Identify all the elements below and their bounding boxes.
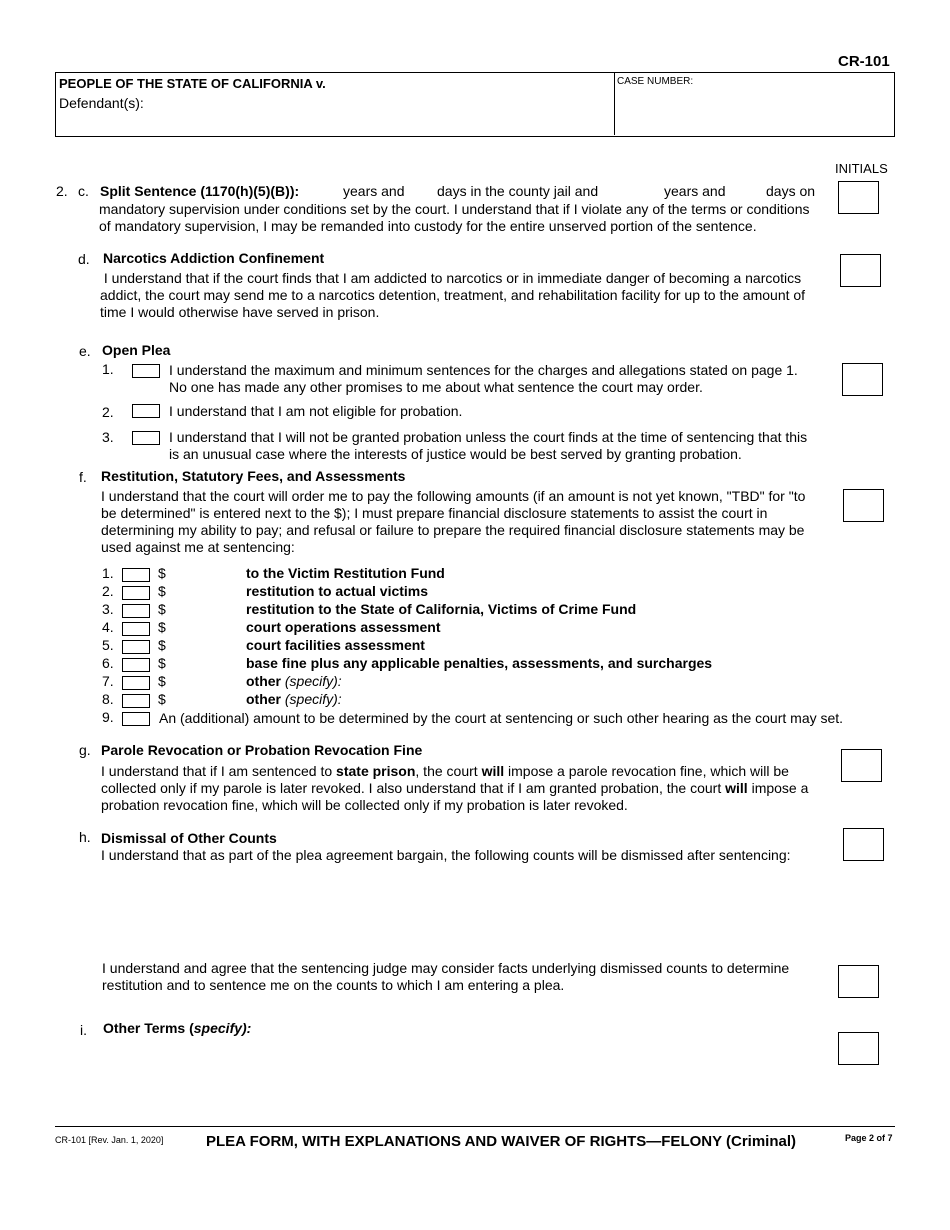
item-g-letter: g. xyxy=(79,742,91,758)
case-caption: PEOPLE OF THE STATE OF CALIFORNIA v. xyxy=(59,76,326,91)
restitution-row-number: 8. xyxy=(102,691,114,707)
item-c-line-2: mandatory supervision under conditions set by the court. I understand that if I violate any of the terms or conditions xyxy=(99,201,810,217)
item-h-letter: h. xyxy=(79,829,91,845)
case-number-label: CASE NUMBER: xyxy=(617,76,694,87)
item-c-line-3: of mandatory supervision, I may be remanded into custody for the entire unserved portion of the sentence. xyxy=(99,218,757,234)
restitution-row-number: 3. xyxy=(102,601,114,617)
text-run: , the court xyxy=(415,763,482,779)
restitution-row-number: 6. xyxy=(102,655,114,671)
footer-page-number: Page 2 of 7 xyxy=(845,1133,893,1143)
item-g-line-3: probation revocation fine, which will be collected only if my probation is later revoked. xyxy=(101,797,628,813)
text-run: Other Terms ( xyxy=(103,1020,194,1036)
initials-box-h[interactable] xyxy=(843,828,884,861)
section-number: 2. xyxy=(56,183,68,199)
item-c-days-2: days on xyxy=(766,183,816,199)
item-c-years-1: years and xyxy=(343,183,405,199)
item-f-letter: f. xyxy=(79,469,87,485)
restitution-row-checkbox[interactable] xyxy=(122,568,150,582)
item-e-3-line-2: is an unusual case where the interests of justice would be best served by granting probation. xyxy=(169,446,742,462)
item-h-title: Dismissal of Other Counts xyxy=(101,830,277,846)
item-e-3-number: 3. xyxy=(102,429,114,445)
restitution-row-number: 7. xyxy=(102,673,114,689)
restitution-row-checkbox[interactable] xyxy=(122,604,150,618)
restitution-row-label: restitution to the State of California, Victims of Crime Fund xyxy=(246,601,637,617)
restitution-row-label: base fine plus any applicable penalties, assessments, and surcharges xyxy=(246,655,713,671)
footer-revision: CR-101 [Rev. Jan. 1, 2020] xyxy=(55,1135,164,1145)
item-c-letter: c. xyxy=(78,183,89,199)
footer-title: PLEA FORM, WITH EXPLANATIONS AND WAIVER OF RIGHTS—FELONY (Criminal) xyxy=(206,1133,797,1150)
restitution-row-label: court facilities assessment xyxy=(246,637,425,653)
item-c-title: Split Sentence (1170(h)(5)(B)): xyxy=(100,183,300,199)
item-h-line-1: I understand that as part of the plea agreement bargain, the following counts will be dismissed after sentencing: xyxy=(101,847,791,863)
item-e-title: Open Plea xyxy=(102,342,171,358)
other-label: other xyxy=(246,673,281,689)
dollar-sign: $ xyxy=(158,637,166,653)
item-f-title: Restitution, Statutory Fees, and Assessments xyxy=(101,468,406,484)
item-g-title: Parole Revocation or Probation Revocation Fine xyxy=(101,742,423,758)
dollar-sign: $ xyxy=(158,673,166,689)
defendant-label: Defendant(s): xyxy=(59,95,144,111)
caption-divider xyxy=(614,73,615,135)
restitution-row-number: 1. xyxy=(102,565,114,581)
item-f-line-2: be determined" is entered next to the $); I must prepare financial disclosure statements to assist the court in xyxy=(101,505,768,521)
restitution-row-label: restitution to actual victims xyxy=(246,583,429,599)
dollar-sign: $ xyxy=(158,691,166,707)
item-e-2-checkbox[interactable] xyxy=(132,404,160,418)
restitution-row-number: 9. xyxy=(102,709,114,725)
restitution-row-label xyxy=(246,673,342,689)
item-e-3-line-1: I understand that I will not be granted probation unless the court finds at the time of sentencing that this xyxy=(169,429,808,445)
initials-box-d[interactable] xyxy=(840,254,881,287)
text-run: I understand that if I am sentenced to xyxy=(101,763,337,779)
item-g-line-1 xyxy=(101,763,789,780)
initials-label: INITIALS xyxy=(835,161,888,176)
item-f-line-1: I understand that the court will order me to pay the following amounts (if an amount is not yet known, "TBD" for "to xyxy=(101,488,806,504)
initials-box-g[interactable] xyxy=(841,749,882,782)
specify-label: (specify): xyxy=(284,691,342,707)
restitution-row-label xyxy=(246,691,342,707)
restitution-row-label: court operations assessment xyxy=(246,619,441,635)
item-h-agree-line-2: restitution and to sentence me on the counts to which I am entering a plea. xyxy=(102,977,565,993)
restitution-row-number: 4. xyxy=(102,619,114,635)
initials-box-i[interactable] xyxy=(838,1032,879,1065)
item-f-line-4: used against me at sentencing: xyxy=(101,539,295,555)
item-d-line-3: time I would otherwise have served in prison. xyxy=(100,304,380,320)
dollar-sign: $ xyxy=(158,565,166,581)
restitution-row-checkbox[interactable] xyxy=(122,586,150,600)
restitution-row-checkbox[interactable] xyxy=(122,622,150,636)
other-label: other xyxy=(246,691,281,707)
item-e-2-number: 2. xyxy=(102,404,114,420)
item-d-line-1: I understand that if the court finds that I am addicted to narcotics or in immediate danger of becoming a narcotics xyxy=(100,270,802,286)
initials-box-e[interactable] xyxy=(842,363,883,396)
item-c-years-2: years and xyxy=(664,183,726,199)
form-id: CR-101 xyxy=(838,53,890,70)
restitution-row-number: 5. xyxy=(102,637,114,653)
will-emphasis: will xyxy=(725,780,748,796)
item-h-agree-line-1: I understand and agree that the sentencing judge may consider facts underlying dismissed counts to determine xyxy=(102,960,790,976)
restitution-row-checkbox[interactable] xyxy=(122,712,150,726)
initials-box-f[interactable] xyxy=(843,489,884,522)
initials-box-h-agree[interactable] xyxy=(838,965,879,998)
restitution-row-label: to the Victim Restitution Fund xyxy=(246,565,445,581)
text-run: collected only if my parole is later revoked. I also understand that if I am granted probation, the court xyxy=(101,780,726,796)
item-d-line-2: addict, the court may send me to a narcotics detention, treatment, and rehabilitation facility for up to the amount of xyxy=(100,287,806,303)
item-i-title xyxy=(103,1020,251,1036)
item-e-2-line-1: I understand that I am not eligible for probation. xyxy=(169,403,463,419)
restitution-row-number: 2. xyxy=(102,583,114,599)
footer-rule xyxy=(55,1126,895,1127)
item-e-1-line-2: No one has made any other promises to me about what sentence the court may order. xyxy=(169,379,703,395)
item-e-1-checkbox[interactable] xyxy=(132,364,160,378)
item-c-days-1: days in the county jail and xyxy=(437,183,599,199)
specify-label: specify): xyxy=(193,1020,252,1036)
restitution-row-checkbox[interactable] xyxy=(122,658,150,672)
restitution-row-checkbox[interactable] xyxy=(122,640,150,654)
dollar-sign: $ xyxy=(158,583,166,599)
specify-label: (specify): xyxy=(284,673,342,689)
item-e-3-checkbox[interactable] xyxy=(132,431,160,445)
restitution-row-checkbox[interactable] xyxy=(122,676,150,690)
dollar-sign: $ xyxy=(158,655,166,671)
item-d-title: Narcotics Addiction Confinement xyxy=(103,250,325,266)
initials-box-c[interactable] xyxy=(838,181,879,214)
item-e-letter: e. xyxy=(79,343,91,359)
item-i-letter: i. xyxy=(80,1022,87,1038)
item-d-letter: d. xyxy=(78,251,90,267)
caption-box xyxy=(55,72,895,137)
restitution-row-9-text: An (additional) amount to be determined by the court at sentencing or such other hearing as the court may set. xyxy=(159,710,844,726)
item-e-1-number: 1. xyxy=(102,361,114,377)
dollar-sign: $ xyxy=(158,619,166,635)
item-f-line-3: determining my ability to pay; and refusal or failure to prepare the required financial disclosure statements may be xyxy=(101,522,805,538)
dollar-sign: $ xyxy=(158,601,166,617)
item-e-1-line-1: I understand the maximum and minimum sentences for the charges and allegations stated on page 1. xyxy=(169,362,798,378)
text-run: impose a parole revocation fine, which will be xyxy=(504,763,789,779)
text-run: impose a xyxy=(747,780,809,796)
state-prison-emphasis: state prison xyxy=(336,763,416,779)
item-g-line-2 xyxy=(101,780,808,797)
restitution-row-checkbox[interactable] xyxy=(122,694,150,708)
will-emphasis: will xyxy=(481,763,505,779)
